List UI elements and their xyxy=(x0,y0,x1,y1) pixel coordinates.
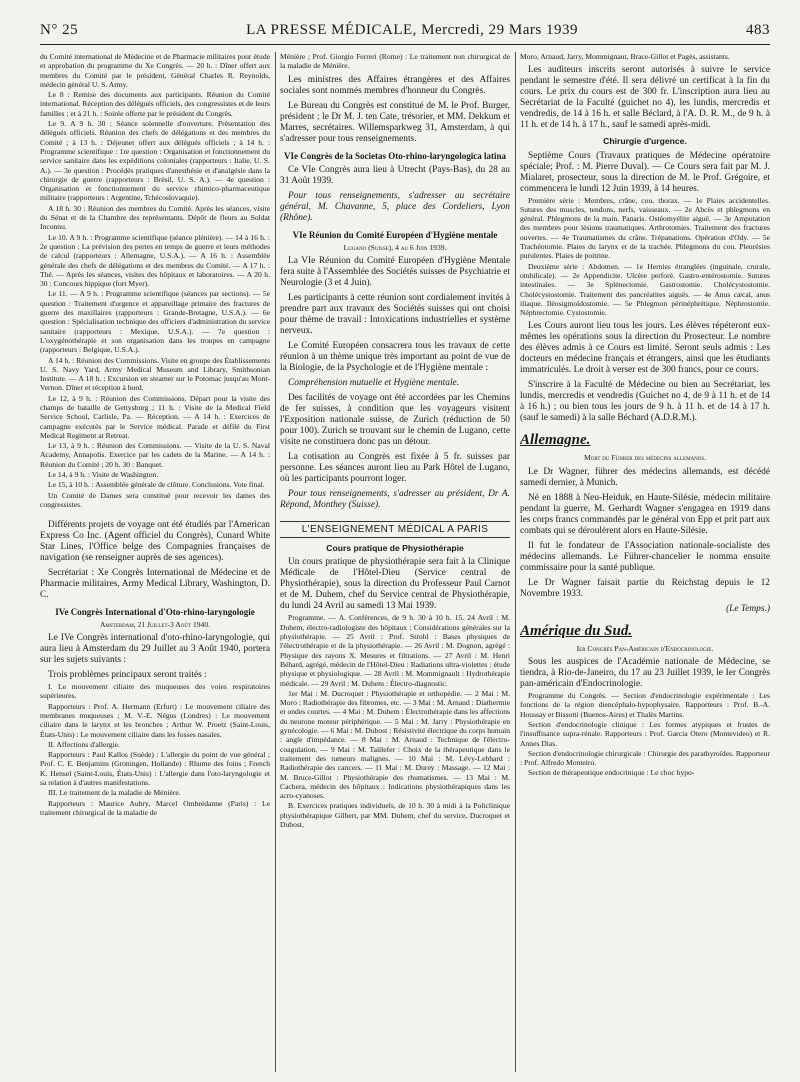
paragraph: Première série : Membres, crâne, cou, thorax. — 1e Plaies accidentelles. Sutures des muscles, tendons, nerfs, vaisseaux. — 2e Abcès et phlegmons en général. Phlegmons de la main. Panaris. Ostéomyélite aiguë. — 3e Amputation des membres pour lésions traumatiques. Arthrotomies. Traitement des fractures ouvertes. — 4e Traumatismes du crâne. Trépanations. Opération d'Ody. — 5e Trachéotomie. Plaies du larynx et de la trachée. Phlegmons du cou. Pleurésies purulentes. Plaies de poitrine. xyxy=(520,195,770,261)
paragraph: III. Le traitement de la maladie de Ménière. xyxy=(48,788,181,798)
europe-meeting-dates: Lugano (Suisse), 4 au 6 Juin 1939. xyxy=(343,242,447,252)
paragraph: II. Affections d'allergie. xyxy=(48,739,120,749)
oto-congress-title: IVe Congrès International d'Oto-rhino-laryngologie xyxy=(55,607,255,618)
paragraph: Le IVe Congrès international d'oto-rhino-laryngologie, qui aura lieu à Amsterdam du 29 Juillet au 3 Août 1940, portera sur les sujets suivants : xyxy=(40,633,270,666)
secretariat-paragraph: Secrétariat : Xe Congrès International de Médecine et de Pharmacie militaires, Army Medical Library, Washington, D. C. xyxy=(40,568,270,601)
paragraph: Ce VIe Congrès aura lieu à Utrecht (Pays-Bas), du 28 au 31 Août 1939. xyxy=(280,165,510,187)
paragraph: Le Comité Européen consacrera tous les travaux de cette réunion à un thème unique très important au point de vue de la Biologie, de la Psychologie et de l'Hygiène mentale : xyxy=(280,340,510,373)
paragraph: Compréhension mutuelle et Hygiène mentale. xyxy=(288,377,460,388)
paragraph: S'inscrire à la Faculté de Médecine ou bien au Secrétariat, les lundis, mercredis et vendredis (Guichet no 4, de 9 à 11 h. et de 14 à 16 h.) ; ou bien tous les jours de 9 h. à 11 h. et de 14 à 17 h. (sauf le samedi) à la salle Béchard (A.D.R.M.). xyxy=(520,380,770,424)
paragraph: 1er Mai : M. Ducroquet : Physiothérapie et orthopédie. — 2 Mai : M. Moro : Radiothérapie des fibromes, etc. — 3 Mai : M. Arnaud : Diathermie et ondes courtes. — 4 Mai : M. Duhem : Électrothérapie dans les affections du neurone moteur périphérique. — 5 Mai : M. Jarry : Physiothérapie en gynécologie. — 6 Mai : M. Dubost : Résistivité électrique du corps humain : angle d'impédance. — 8 Mai : M. Arnaud : Technique de l'électro-coagulation. — 9 Mai : M. Taillefer : Choix de la thérapeutique dans le traitement des tumeurs malignes. — 10 Mai : M. Lévy-Lebhard : Radiothérapie des cancers. — 11 Mai : M. Durey : Massage. — 12 Mai : M. Bruce-Gillot : Physiothérapie des rhumatismes. — 13 Mai : M. Cachera, médecin des hôpitaux : Indications physiothérapiques dans les acro-cyanoses. xyxy=(280,688,510,801)
paragraph: I. Le mouvement ciliaire des muqueuses des voies respiratoires supérieures. xyxy=(40,682,270,701)
allemagne-subheading: Mort du Führer des médecins allemands. xyxy=(583,453,707,463)
paragraph: Trois problèmes principaux seront traités : xyxy=(48,670,207,681)
amerique-heading: Amérique du Sud. xyxy=(520,622,633,639)
paragraph: Le 15, à 10 h. : Assemblée générale de clôture. Conclusions. Vote final. xyxy=(48,480,265,490)
paragraph: Les ministres des Affaires étrangères et des Affaires sociales sont nommés membres d'honneur du Congrès. xyxy=(280,74,510,96)
paragraph: Section d'endocrinologie clinique : Les formes atypiques et frustes de l'insuffisance supra-rénale. Rapporteurs : Prof. Garcia Otero (Montevideo) et R. Annes Dias. xyxy=(520,719,770,748)
paragraph: Le 9. A 9 h. 30 : Séance solennelle d'ouverture. Présentation des délégués officiels. Réunion des chefs de délégations et des membres du Comité ; à 13 h. : Déjeuner offert aux délégués officiels ; à 14 h. : Programme scientifique : 1re question : Organisation et fonctionnement du service sanitaire dans les expéditions coloniales (rapporteurs : Italie, U. S. A.). — 3e question : Procédés pratiques d'anesthésie et d'analgésie dans la chirurgie de guerre (rapporteurs : Brésil, U. S. A.). — 4e question : Organisation et fonctionnement du service chimico-pharmaceutique militaire (rapporteurs : Argentine, Tchécoslovaquie). xyxy=(40,119,270,203)
physio-course-title: Cours pratique de Physiothérapie xyxy=(326,543,464,554)
paragraph: Né en 1888 à Neu-Heiduk, en Haute-Silésie, médecin militaire pendant la guerre, M. Gerhardt Wagner s'engagea en 1919 dans les corps francs commandés par le général von Epp et prit part aux combats qui se déroulèrent alors en Haute-Silésie. xyxy=(520,492,770,536)
paragraph: Le 8 : Remise des documents aux participants. Réunion du Comité international. Réception des délégués officiels, des congressistes et de leurs familles ; et à 21 h. : Soirée offerte par le président du Congrès. xyxy=(40,90,270,118)
paragraph: A 18 h. 30 : Réunion des membres du Comité. Après les séances, visite du Sénat et de la Chambre des représentants. Dépôt de fleurs au Soldat Inconnu. xyxy=(40,203,270,232)
paragraph: Le 14, à 9 h. : Visite de Washington. xyxy=(48,470,159,480)
paragraph: Rapporteurs : Prof. A. Hermann (Erfurt) : Le mouvement ciliaire des membranes muqueuses ; M. V.-E. Négus (Londres) : Le mouvement ciliaire dans le larynx et les bronches ; Arthur W. Proetz (Saint-Louis, États-Unis) : Le mouvement ciliaire dans les fosses nasales. xyxy=(40,701,270,739)
oto-congress-dates: Amsterdam, 21 Juillet-3 Août 1940. xyxy=(99,619,211,629)
paragraph: La VIe Réunion du Comité Européen d'Hygiène Mentale fera suite à l'Assemblée des Sociétés suisses de Psychiatrie et Neurologie (3 et 4 Juin). xyxy=(280,255,510,288)
paragraph: Le 11. — A 9 h. : Programme scientifique (séances par sections). — 5e question : Traitement d'urgence et appareillage primaire des fractures de guerre des maxillaires (rapporteurs : Grande-Bretagne, U.S.A.). — 6e question : Spécialisation technique des officiers d'administration du service sanitaire (rapporteurs : Mexique, U.S.A.). — 7e question : L'oxygénothérapie et son organisation dans les troupes en campagne (rapporteurs : Belgique, U.S.A.). xyxy=(40,289,270,355)
paragraph: Deuxième série : Abdomen. — 1e Hernies étranglées (inguinale, crurale, ombilicale). — 2e Appendicite. Ulcère perforé. Gastro-entérostomie. Sutures intestinales. — 3e Splénectomie. Gastrostomie. Cholécystostomie. Cholécystostomie. Traitement des pancréatites aiguës. — 4e Anus cæcal, anus iliaque. Iléosigmoïdostomie. — 5e Phlegmon périnéphrétique. Néphrostomie. Néphrectomie. Cystostomie. xyxy=(520,261,770,318)
paragraph: Programme du Congrès. — Section d'endocrinologie expérimentale : Les fonctions de la région diencéphalo-hypophysaire. Rapporteurs : Prof. B.-A. Houssay et Bissotti (Buenos-Aires) et Thalès Martins. xyxy=(520,691,770,719)
paragraph: Programme. — A. Conférences, de 9 h. 30 à 10 h. 15. 24 Avril : M. Duhem, électro-radiologiste des hôpitaux : Considérations générales sur la physiothérapie. — 25 Avril : Prof. Strohl : Bases physiques de l'électrothérapie et de la physiothérapie. — 26 Avril : M. Dognon, agrégé : Physique des rayons X. Mesures et filtrations. — 27 Avril : M. Henri Béhard, agrégé, médecin de l'Hôtel-Dieu : Radiations ultra-violettes : étude physique et physiologique. — 28 Avril : M. Mommignault : Hydrothérapie médicale. — 29 Avril : M. Duhem : Électro-diagnostic. xyxy=(280,613,510,688)
column-3 xyxy=(520,52,770,1072)
paragraph: A 14 h. : Réunion des Commissions. Visite en groupe des Établissements U. S. Navy Yard, Army Medical Museum and Library, Smithsonian Institute. — A 18 h. : Excursion en steamer sur le Potomac jusqu'au Mont-Vernon. Dîner et réception à bord. xyxy=(40,355,270,393)
paragraph: Un Comité de Dames sera constitué pour recevoir les dames des congressistes. xyxy=(40,490,270,509)
europe-meeting-title: VIe Réunion du Comité Européen d'Hygiène mentale xyxy=(292,230,498,241)
paragraph: Rapporteurs : Paul Kallos (Suède) : L'allergie du point de vue général ; Prof. C. E. Benjamins (Groningen, Hollande) : Rhume des foins ; French K. Hensel (Saint-Louis, États-Unis) : L'allergie dans l'oto-laryngologie et sa relation à d'autres manifestations. xyxy=(40,750,270,788)
column-divider xyxy=(275,52,276,1072)
urgence-course-title: Chirurgie d'urgence. xyxy=(603,136,687,147)
paragraph: Septième Cours (Travaux pratiques de Médecine opératoire spéciale; Prof. : M. Pierre Duval). — Ce Cours sera fait par M. J. Mialaret, prosecteur, sous la direction de M. le Prof. Grégoire, et commencera le lundi 12 Juin 1939, à 14 heures. xyxy=(520,150,770,194)
paragraph: Les auditeurs inscrits seront autorisés à suivre le service pendant le semestre d'été. Il sera délivré un certificat à la fin du cours. Le prix du cours est de 300 fr. L'inscription aura lieu au Secrétariat de la Faculté (guichet no 4), les lundis, mercredis et vendredis, de 14 à 16 h. et salle Béclard, à l'A. D. R. M., de 9 h. à 11 h. et de 14 h. à 17 h., sauf le samedi après-midi. xyxy=(520,65,770,131)
masthead xyxy=(40,22,770,44)
paragraph: Pour tous renseignements, s'adresser au président, Dr A. Répond, Monthey (Suisse). xyxy=(280,488,510,510)
column-1 xyxy=(40,52,270,1072)
paragraph: Sous les auspices de l'Académie nationale de Médecine, se tiendra, à Rio-de-Janeiro, du 17 au 23 Juillet 1939, le Ier Congrès pan-américain d'Endocrinologie. xyxy=(520,657,770,690)
header-rule xyxy=(40,44,770,45)
page-number: 483 xyxy=(746,22,770,38)
paragraph: Section d'endocrinologie chirurgicale : Chirurgie des parathyroïdes. Rapporteur : Prof. Alfredo Monteiro. xyxy=(520,748,770,768)
source-credit: (Le Temps.) xyxy=(726,603,770,614)
paragraph: La cotisation au Congrès est fixée à 5 fr. suisses par personne. Les séances auront lieu au Park Hôtel de Lugano, où les participants pourront loger. xyxy=(280,451,510,484)
paragraph: B. Exercices pratiques individuels, de 10 h. 30 à midi à la Policlinique physiothérapique Gilbert, par MM. Duhem, chef du service, Ducroquet et Dubost, xyxy=(280,801,510,830)
voyage-paragraph: Différents projets de voyage ont été étudiés par l'American Express Co Inc. (Agent officiel du Congrès), Cunard White Star Lines, l'Office belge des Compagnies françaises de navigation (se renseigner auprès de ses agences). xyxy=(40,520,270,564)
amerique-subheading: Ier Congrès Pan-Américain d'Endocrinologie. xyxy=(576,643,714,653)
paragraph: Pour tous renseignements, s'adresser au secrétaire général, M. Chavanne, 5, place des Cordeliers, Lyon (Rhône). xyxy=(280,191,510,224)
paragraph: Le 10. A 9 h. : Programme scientifique (séance plénière). — 14 à 16 h. : 2e question : La prévision des pertes en temps de guerre et leurs méthodes de calcul (rapporteurs : Allemagne, U.S.A.). — A 16 h. : Assemblée générale des chefs de délégations et des membres du Comité. — A 17 h. : Thé. — Après les séances, visites des hôpitaux et laboratoires. — A 20 h. 30 : Concours hippique (fort Myer). xyxy=(40,232,270,289)
section-heading: L'ENSEIGNEMENT MÉDICAL A PARIS xyxy=(280,521,510,538)
paragraph: Le 13, à 9 h. : Réunion des Commissions. — Visite de la U. S. Naval Academy, Annapolis. Exercice par les cadets de la Marine. — A 14 h. : Réunion du Comité ; 20 h. 30 : Banquet. xyxy=(40,441,270,469)
paragraph: Les Cours auront lieu tous les jours. Les élèves répéteront eux-mêmes les opérations sous la direction du Prosecteur. Le nombre des élèves admis à ce Cours est limité. Seront seuls admis : Les docteurs en médecine français et étrangers, ainsi que les étudiants immatriculés. Le droit à verser est de 300 francs, pour ce cours. xyxy=(520,321,770,376)
paragraph: Moro, Arnaud, Jarry, Mommignaut, Brace-Gillot et Pagès, assistants. xyxy=(520,52,730,61)
paragraph: Un cours pratique de physiothérapie sera fait à la Clinique Médicale de l'Hôtel-Dieu (Service central de Physiothérapie), sous la direction du Professeur Paul Carnot et de M. Duhem, chef du Service central de Physiothérapie, du lundi 24 Avril au samedi 13 Mai 1939. xyxy=(280,557,510,612)
paragraph: Le Bureau du Congrès est constitué de M. le Prof. Burger, président ; le Dr M. J. ten Cate, trésorier, et MM. Dekkum et Marres, secrétaires. Willemsparkweg 31, Amsterdam, à qui s'adresser pour tous renseignements. xyxy=(280,100,510,144)
paragraph: Rapporteurs : Maurice Aubry, Marcel Ombrédanne (Paris) : Le traitement chirurgical de la maladie de xyxy=(40,798,270,817)
column-2 xyxy=(280,52,510,1072)
issue-number: N° 25 xyxy=(40,22,79,38)
paragraph: Le Dr Wagner faisait partie du Reichstag depuis le 12 Novembre 1933. xyxy=(520,577,770,599)
paragraph: Il fut le fondateur de l'Association nationale-socialiste des médecins allemands. Le Führer-chancelier le nomma ensuite commissaire pour la santé publique. xyxy=(520,540,770,573)
paragraph: Section de thérapeutique endocrinique : Le choc hypo- xyxy=(528,768,695,778)
paragraph: Le Dr Wagner, führer des médecins allemands, est décédé samedi dernier, à Munich. xyxy=(520,466,770,488)
paragraph: Ménière ; Prof. Giorgio Ferreri (Rome) : Le traitement non chirurgical de la maladie de Ménière. xyxy=(280,52,510,71)
column-divider xyxy=(515,52,516,1072)
allemagne-heading: Allemagne. xyxy=(520,432,591,449)
latina-congress-title: VIe Congrès de la Societas Oto-rhino-laryngologica latina xyxy=(284,150,506,161)
journal-title: LA PRESSE MÉDICALE, Mercredi, 29 Mars 1939 xyxy=(246,22,578,38)
paragraph: du Comité international de Médecine et de Pharmacie militaires pour étude et approbation du programme du Xe Congrès. — 20 h. : Dîner offert aux membres du Comité par le président, Général Charles R. Reynolds, médecin général U. S. Army. xyxy=(40,52,270,89)
paragraph: Les participants à cette réunion sont cordialement invités à prendre part aux travaux des Sociétés suisses qui ont choisi pour thème de travail : Intoxications industrielles et système nerveux. xyxy=(280,292,510,336)
paragraph: Des facilités de voyage ont été accordées par les Chemins de fer suisses, à condition que les voyageurs visitent l'Exposition nationale suisse, de Zurich (réduction de 50 pour 100). Zurich se trouvant sur le chemin de Lugano, cette visite ne constituera donc pas un détour. xyxy=(280,392,510,447)
paragraph: Le 12, à 9 h. : Réunion des Commissions. Départ pour la visite des champs de bataille de Gettysburg ; 11 h. : Visite de la Medical Field Service School, Carlisle, Pa. — Réception. — A 14 h. : Exercices de campagne exécutés par le Service médical. Parade et défilé du First Medical Regiment at Retreat. xyxy=(40,393,270,440)
